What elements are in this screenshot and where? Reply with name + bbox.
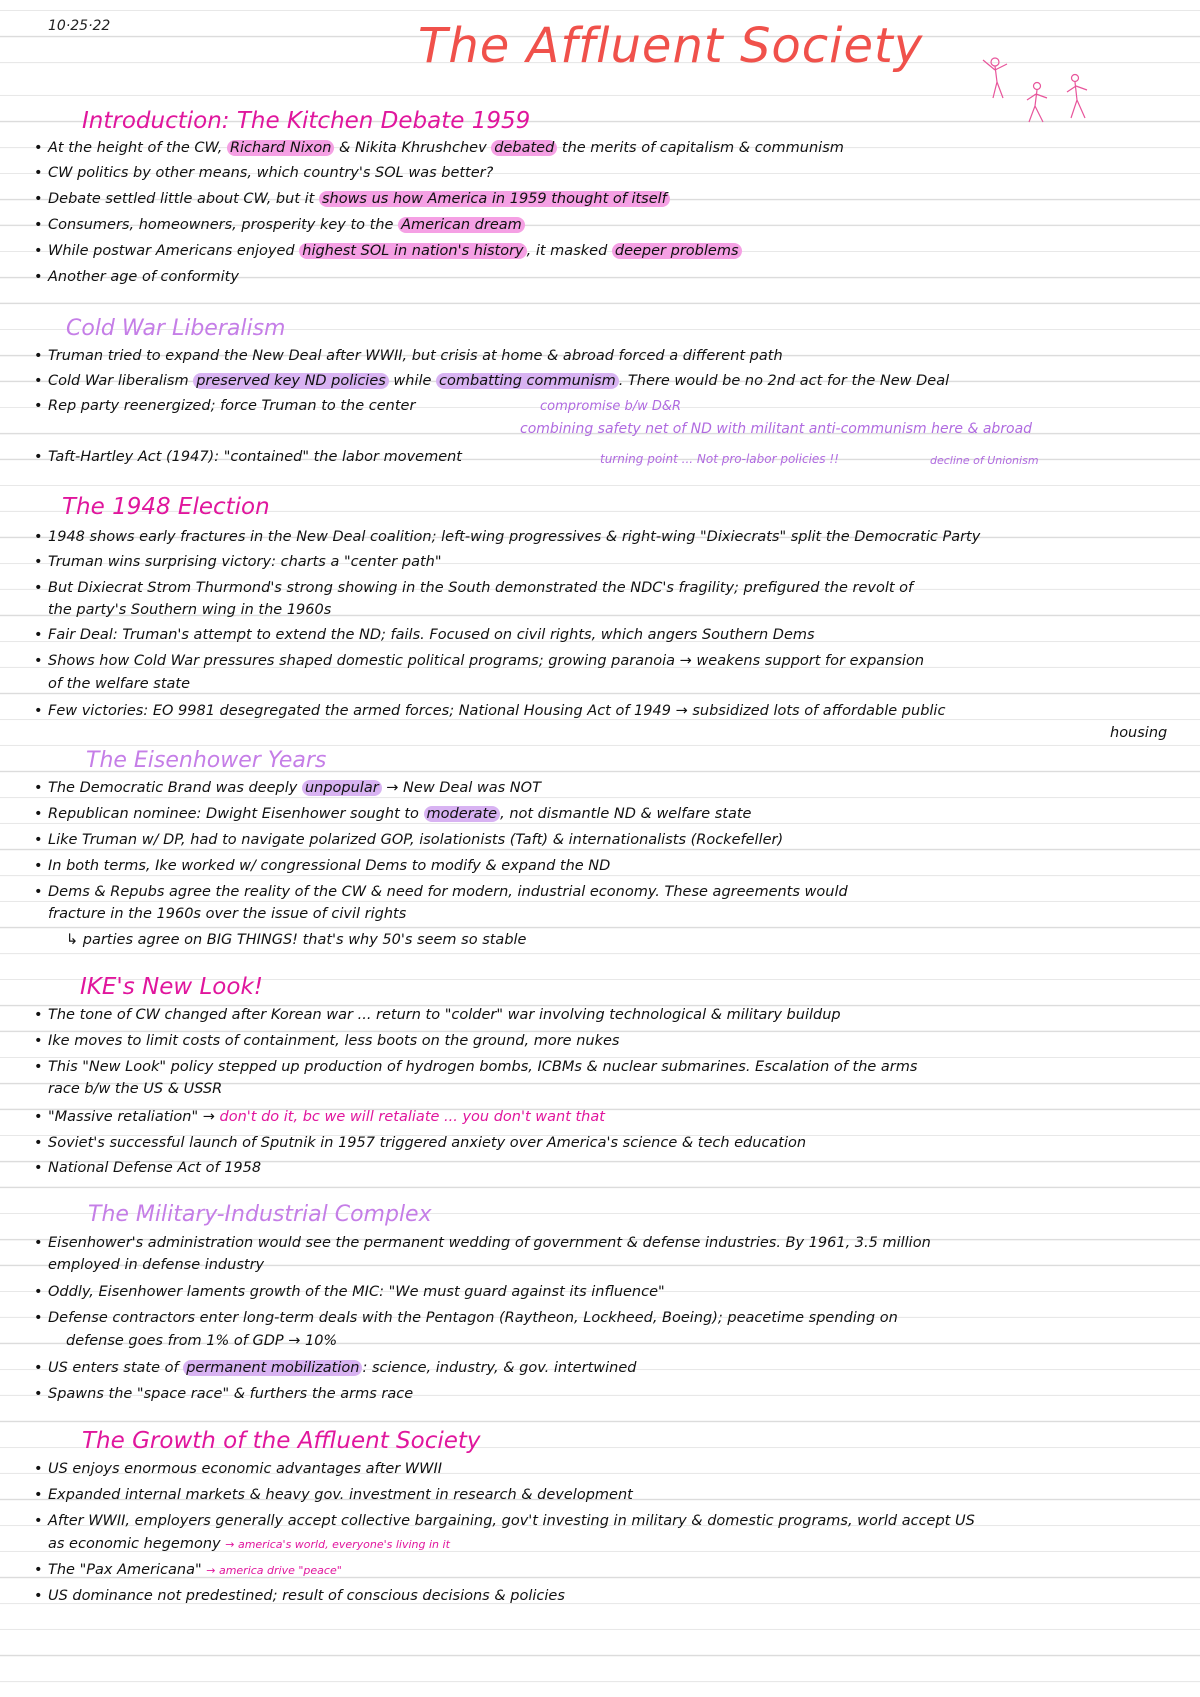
election-bullet-1: • 1948 shows early fractures in the New Deal coalition; left-wing progressives & right-wing "Dixiecrats" split the Democratic Party <box>48 526 980 548</box>
election-bullet-2: • Truman wins surprising victory: charts a "center path" <box>48 551 442 573</box>
mic-bullet-3: • Defense contractors enter long-term deals with the Pentagon (Raytheon, Lockheed, Boeing); peacetime spending on <box>48 1307 898 1329</box>
growth-bullet-2: • Expanded internal markets & heavy gov. investment in research & development <box>48 1484 633 1506</box>
heading-growth: The Growth of the Affluent Society <box>82 1428 481 1454</box>
heading-new-look: IKE's New Look! <box>80 974 263 1000</box>
coldwar-bullet-4: • Taft-Hartley Act (1947): "contained" the labor movement <box>48 446 462 468</box>
eisenhower-bullet-5-cont: fracture in the 1960s over the issue of civil rights <box>48 906 407 922</box>
newlook-bullet-5: • Soviet's successful launch of Sputnik in 1957 triggered anxiety over America's science & tech education <box>48 1132 806 1154</box>
note-date: 10·25·22 <box>48 18 111 34</box>
intro-bullet-3: • Debate settled little about CW, but it shows us how America in 1959 thought of itself <box>48 188 670 210</box>
newlook-bullet-1: • The tone of CW changed after Korean war ... return to "colder" war involving technological & military buildup <box>48 1004 841 1026</box>
coldwar-note-turning-point: turning point ... Not pro-labor policies !! <box>600 452 839 466</box>
coldwar-note-combining: combining safety net of ND with militant anti-communism here & abroad <box>520 421 1033 437</box>
growth-bullet-3-cont: as economic hegemony → america's world, everyone's living in it <box>48 1536 450 1552</box>
election-bullet-6: • Few victories: EO 9981 desegregated the armed forces; National Housing Act of 1949 → subsidized lots of affordable public <box>48 700 945 722</box>
newlook-bullet-6: • National Defense Act of 1958 <box>48 1157 261 1179</box>
eisenhower-bullet-2: • Republican nominee: Dwight Eisenhower sought to moderate , not dismantle ND & welfare state <box>48 803 751 825</box>
page-title: The Affluent Society <box>418 18 924 74</box>
newlook-bullet-3: • This "New Look" policy stepped up production of hydrogen bombs, ICBMs & nuclear submarines. Escalation of the arms <box>48 1056 917 1078</box>
mic-bullet-3-cont: defense goes from 1% of GDP → 10% <box>66 1333 338 1349</box>
mic-bullet-1: • Eisenhower's administration would see the permanent wedding of government & defense industries. By 1961, 3.5 million <box>48 1232 931 1254</box>
newlook-bullet-3-cont: race b/w the US & USSR <box>48 1081 223 1097</box>
intro-bullet-5: • While postwar Americans enjoyed highest SOL in nation's history , it masked deeper problems <box>48 240 742 262</box>
growth-bullet-5: • US dominance not predestined; result of conscious decisions & policies <box>48 1585 565 1607</box>
mic-bullet-1-cont: employed in defense industry <box>48 1257 265 1273</box>
intro-bullet-6: • Another age of conformity <box>48 266 239 288</box>
intro-bullet-4: • Consumers, homeowners, prosperity key to the American dream <box>48 214 525 236</box>
heading-election: The 1948 Election <box>62 494 270 520</box>
growth-bullet-1: • US enjoys enormous economic advantages after WWII <box>48 1458 442 1480</box>
newlook-bullet-4: • "Massive retaliation" → don't do it, bc we will retaliate ... you don't want that <box>48 1106 605 1128</box>
coldwar-bullet-1: • Truman tried to expand the New Deal after WWII, but crisis at home & abroad forced a different path <box>48 345 783 367</box>
coldwar-bullet-3: • Rep party reenergized; force Truman to the center <box>48 395 415 417</box>
coldwar-note-unionism: decline of Unionism <box>930 454 1039 467</box>
growth-bullet-3: • After WWII, employers generally accept collective bargaining, gov't investing in military & domestic programs, world accept US <box>48 1510 975 1532</box>
intro-bullet-1: • At the height of the CW, Richard Nixon & Nikita Khrushchev debated the merits of capitalism & communism <box>48 137 844 159</box>
coldwar-bullet-2: • Cold War liberalism preserved key ND policies while combatting communism . There would be no 2nd act for the New Deal <box>48 370 949 392</box>
eisenhower-sub-note: ↳ parties agree on BIG THINGS! that's why 50's seem so stable <box>66 932 527 948</box>
intro-bullet-2: • CW politics by other means, which country's SOL was better? <box>48 162 493 184</box>
election-bullet-3-cont: the party's Southern wing in the 1960s <box>48 602 332 618</box>
eisenhower-bullet-1: • The Democratic Brand was deeply unpopular → New Deal was NOT <box>48 777 541 799</box>
heading-cold-war: Cold War Liberalism <box>66 316 286 341</box>
mic-bullet-5: • Spawns the "space race" & furthers the arms race <box>48 1383 413 1405</box>
newlook-bullet-2: • Ike moves to limit costs of containment, less boots on the ground, more nukes <box>48 1030 619 1052</box>
eisenhower-bullet-5: • Dems & Repubs agree the reality of the CW & need for modern, industrial economy. These agreements would <box>48 881 848 903</box>
growth-bullet-4: • The "Pax Americana" → america drive "peace" <box>48 1559 342 1582</box>
election-bullet-5: • Shows how Cold War pressures shaped domestic political programs; growing paranoia → weakens support for expansion <box>48 650 924 672</box>
eisenhower-bullet-3: • Like Truman w/ DP, had to navigate polarized GOP, isolationists (Taft) & internationalists (Rockefeller) <box>48 829 783 851</box>
eisenhower-bullet-4: • In both terms, Ike worked w/ congressional Dems to modify & expand the ND <box>48 855 610 877</box>
coldwar-note-compromise: compromise b/w D&R <box>540 399 682 414</box>
figure-sketch-icon <box>975 52 1095 132</box>
heading-eisenhower: The Eisenhower Years <box>86 748 327 773</box>
mic-bullet-2: • Oddly, Eisenhower laments growth of the MIC: "We must guard against its influence" <box>48 1281 665 1303</box>
heading-intro: Introduction: The Kitchen Debate 1959 <box>82 108 531 134</box>
election-bullet-5-cont: of the welfare state <box>48 676 191 692</box>
election-bullet-3: • But Dixiecrat Strom Thurmond's strong showing in the South demonstrated the NDC's fragility; prefigured the revolt of <box>48 577 913 599</box>
election-bullet-6-cont: housing <box>1110 725 1168 741</box>
mic-bullet-4: • US enters state of permanent mobilization : science, industry, & gov. intertwined <box>48 1357 637 1379</box>
election-bullet-4: • Fair Deal: Truman's attempt to extend the ND; fails. Focused on civil rights, which angers Southern Dems <box>48 624 815 646</box>
heading-mic: The Military-Industrial Complex <box>88 1202 432 1227</box>
